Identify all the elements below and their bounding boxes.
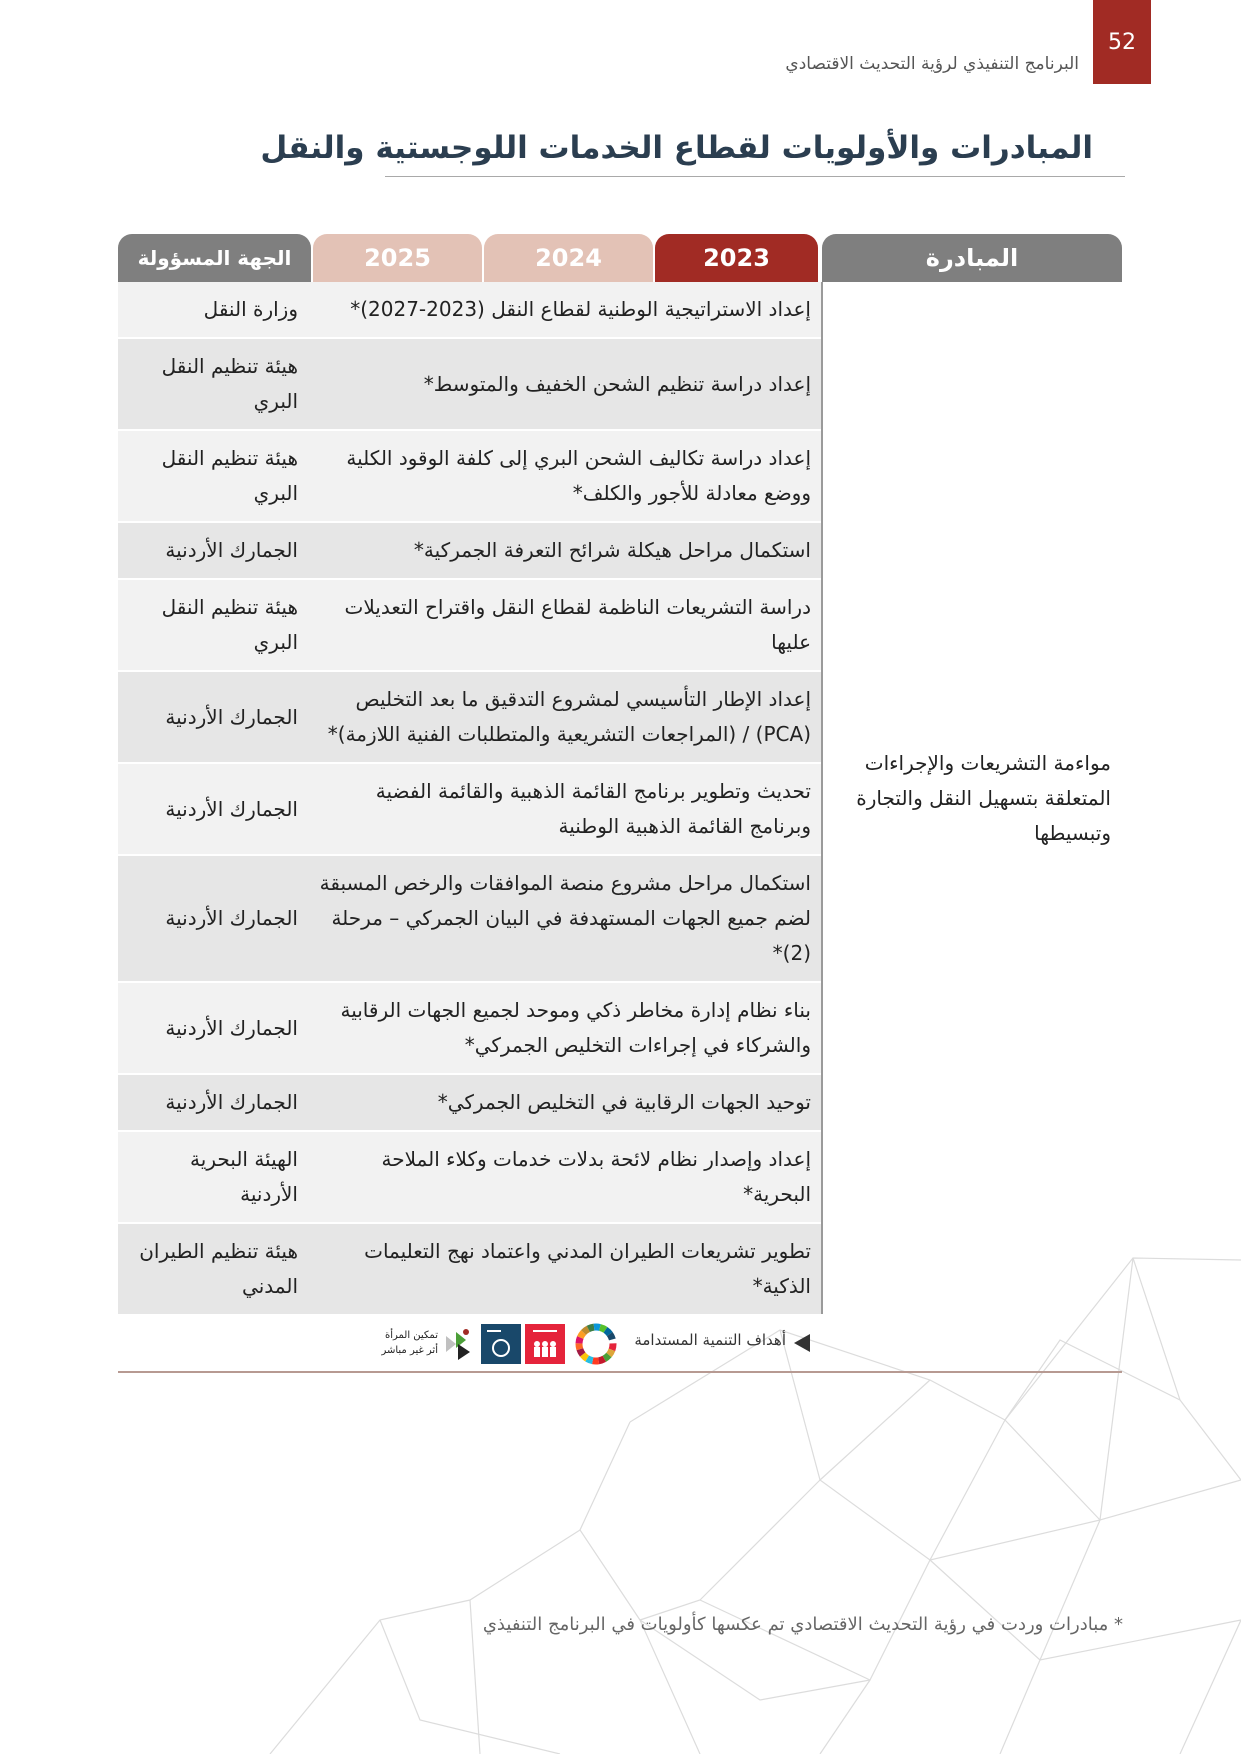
footer-rule: [118, 1371, 1122, 1373]
table-row: [118, 1222, 821, 1314]
priority-cell: تحديث وتطوير برنامج القائمة الذهبية والقائمة الفضية وبرنامج القائمة الذهبية الوطنية: [375, 779, 811, 838]
triangle-arrow-icon: [794, 1334, 810, 1352]
responsible-cell: وزارة النقل: [203, 297, 298, 321]
priority-cell: إعداد دراسة تكاليف الشحن البري إلى كلفة الوقود الكلية ووضع معادلة للأجور والكلف*: [346, 446, 811, 505]
priority-cell: إعداد الاستراتيجية الوطنية لقطاع النقل (2023-2027)*: [350, 297, 811, 321]
responsible-cell: الجمارك الأردنية: [165, 538, 298, 562]
header-year-2023: 2023: [655, 234, 818, 282]
responsible-cell: هيئة تنظيم النقل البري: [161, 446, 298, 505]
table-header: [118, 234, 1122, 282]
responsible-cell: الجمارك الأردنية: [165, 1015, 298, 1040]
initiatives-table: [118, 234, 1122, 1314]
table-row: [118, 337, 821, 429]
priority-cell: استكمال مراحل مشروع منصة الموافقات والرخص المسبقة لضم جميع الجهات المستهدفة في البيان الجمركي – مرحلة (2)*: [319, 871, 811, 965]
initiative-cell: مواءمة التشريعات والإجراءات المتعلقة بتسهيل النقل والتجارة وتبسيطها: [856, 750, 1111, 845]
priority-cell: دراسة التشريعات الناظمة لقطاع النقل واقتراح التعديلات عليها: [344, 595, 811, 654]
responsible-cell: الهيئة البحرية الأردنية: [190, 1147, 298, 1206]
sdg-label: أهداف التنمية المستدامة: [634, 1331, 786, 1349]
title-underline: [385, 176, 1125, 177]
table-row: [118, 981, 821, 1073]
responsible-cell: هيئة تنظيم الطيران المدني: [139, 1239, 298, 1298]
header-year-2024: 2024: [484, 234, 653, 282]
priority-rows: [118, 282, 823, 1314]
header-initiative: المبادرة: [822, 234, 1122, 282]
responsible-cell: هيئة تنظيم النقل البري: [161, 354, 298, 413]
table-row: [118, 762, 821, 854]
table-row: [118, 854, 821, 981]
table-row: [118, 1130, 821, 1222]
priority-cell: توحيد الجهات الرقابية في التخليص الجمركي*: [437, 1090, 811, 1114]
page-number: 52: [1093, 0, 1151, 84]
priority-cell: تطوير تشريعات الطيران المدني واعتماد نهج التعليمات الذكية*: [364, 1239, 811, 1298]
table-row: [118, 1073, 821, 1130]
header-year-2025: 2025: [313, 234, 482, 282]
table-row: [118, 578, 821, 670]
women-empowerment-label: تمكين المرأة أثر غير مباشر: [381, 1330, 438, 1356]
women-empowerment-icon: [442, 1326, 474, 1362]
sdg-goal-5-icon: [525, 1324, 565, 1364]
table-row: [118, 670, 821, 762]
responsible-cell: الجمارك الأردنية: [165, 796, 298, 821]
table-row: [118, 429, 821, 521]
header-responsible: الجهة المسؤولة: [118, 234, 311, 282]
running-head: البرنامج التنفيذي لرؤية التحديث الاقتصادي: [785, 54, 1079, 74]
priority-cell: استكمال مراحل هيكلة شرائح التعرفة الجمركية*: [413, 538, 811, 562]
table-row: [118, 282, 821, 337]
responsible-cell: الجمارك الأردنية: [165, 906, 298, 930]
sdg-goal-17-icon: [481, 1324, 521, 1364]
sdg-wheel-icon: [574, 1322, 618, 1366]
priority-cell: إعداد الإطار التأسيسي لمشروع التدقيق ما بعد التخليص (PCA) / (المراجعات التشريعية والمتطلبات الفنية اللازمة)*: [327, 687, 811, 746]
footnote: * مبادرات وردت في رؤية التحديث الاقتصادي تم عكسها كأولويات في البرنامج التنفيذي: [482, 1614, 1123, 1635]
priority-cell: إعداد وإصدار نظام لائحة بدلات خدمات وكلاء الملاحة البحرية*: [381, 1147, 811, 1206]
responsible-cell: الجمارك الأردنية: [165, 1090, 298, 1114]
responsible-cell: الجمارك الأردنية: [165, 704, 298, 729]
table-row: [118, 521, 821, 578]
page-title: المبادرات والأولويات لقطاع الخدمات اللوجستية والنقل: [260, 130, 1093, 166]
responsible-cell: هيئة تنظيم النقل البري: [161, 595, 298, 654]
priority-cell: إعداد دراسة تنظيم الشحن الخفيف والمتوسط*: [423, 371, 811, 396]
sdg-strip: [378, 1318, 810, 1370]
priority-cell: بناء نظام إدارة مخاطر ذكي وموحد لجميع الجهات الرقابية والشركاء في إجراءات التخليص الجمركي*: [340, 998, 811, 1057]
table-body: [118, 282, 1122, 1314]
